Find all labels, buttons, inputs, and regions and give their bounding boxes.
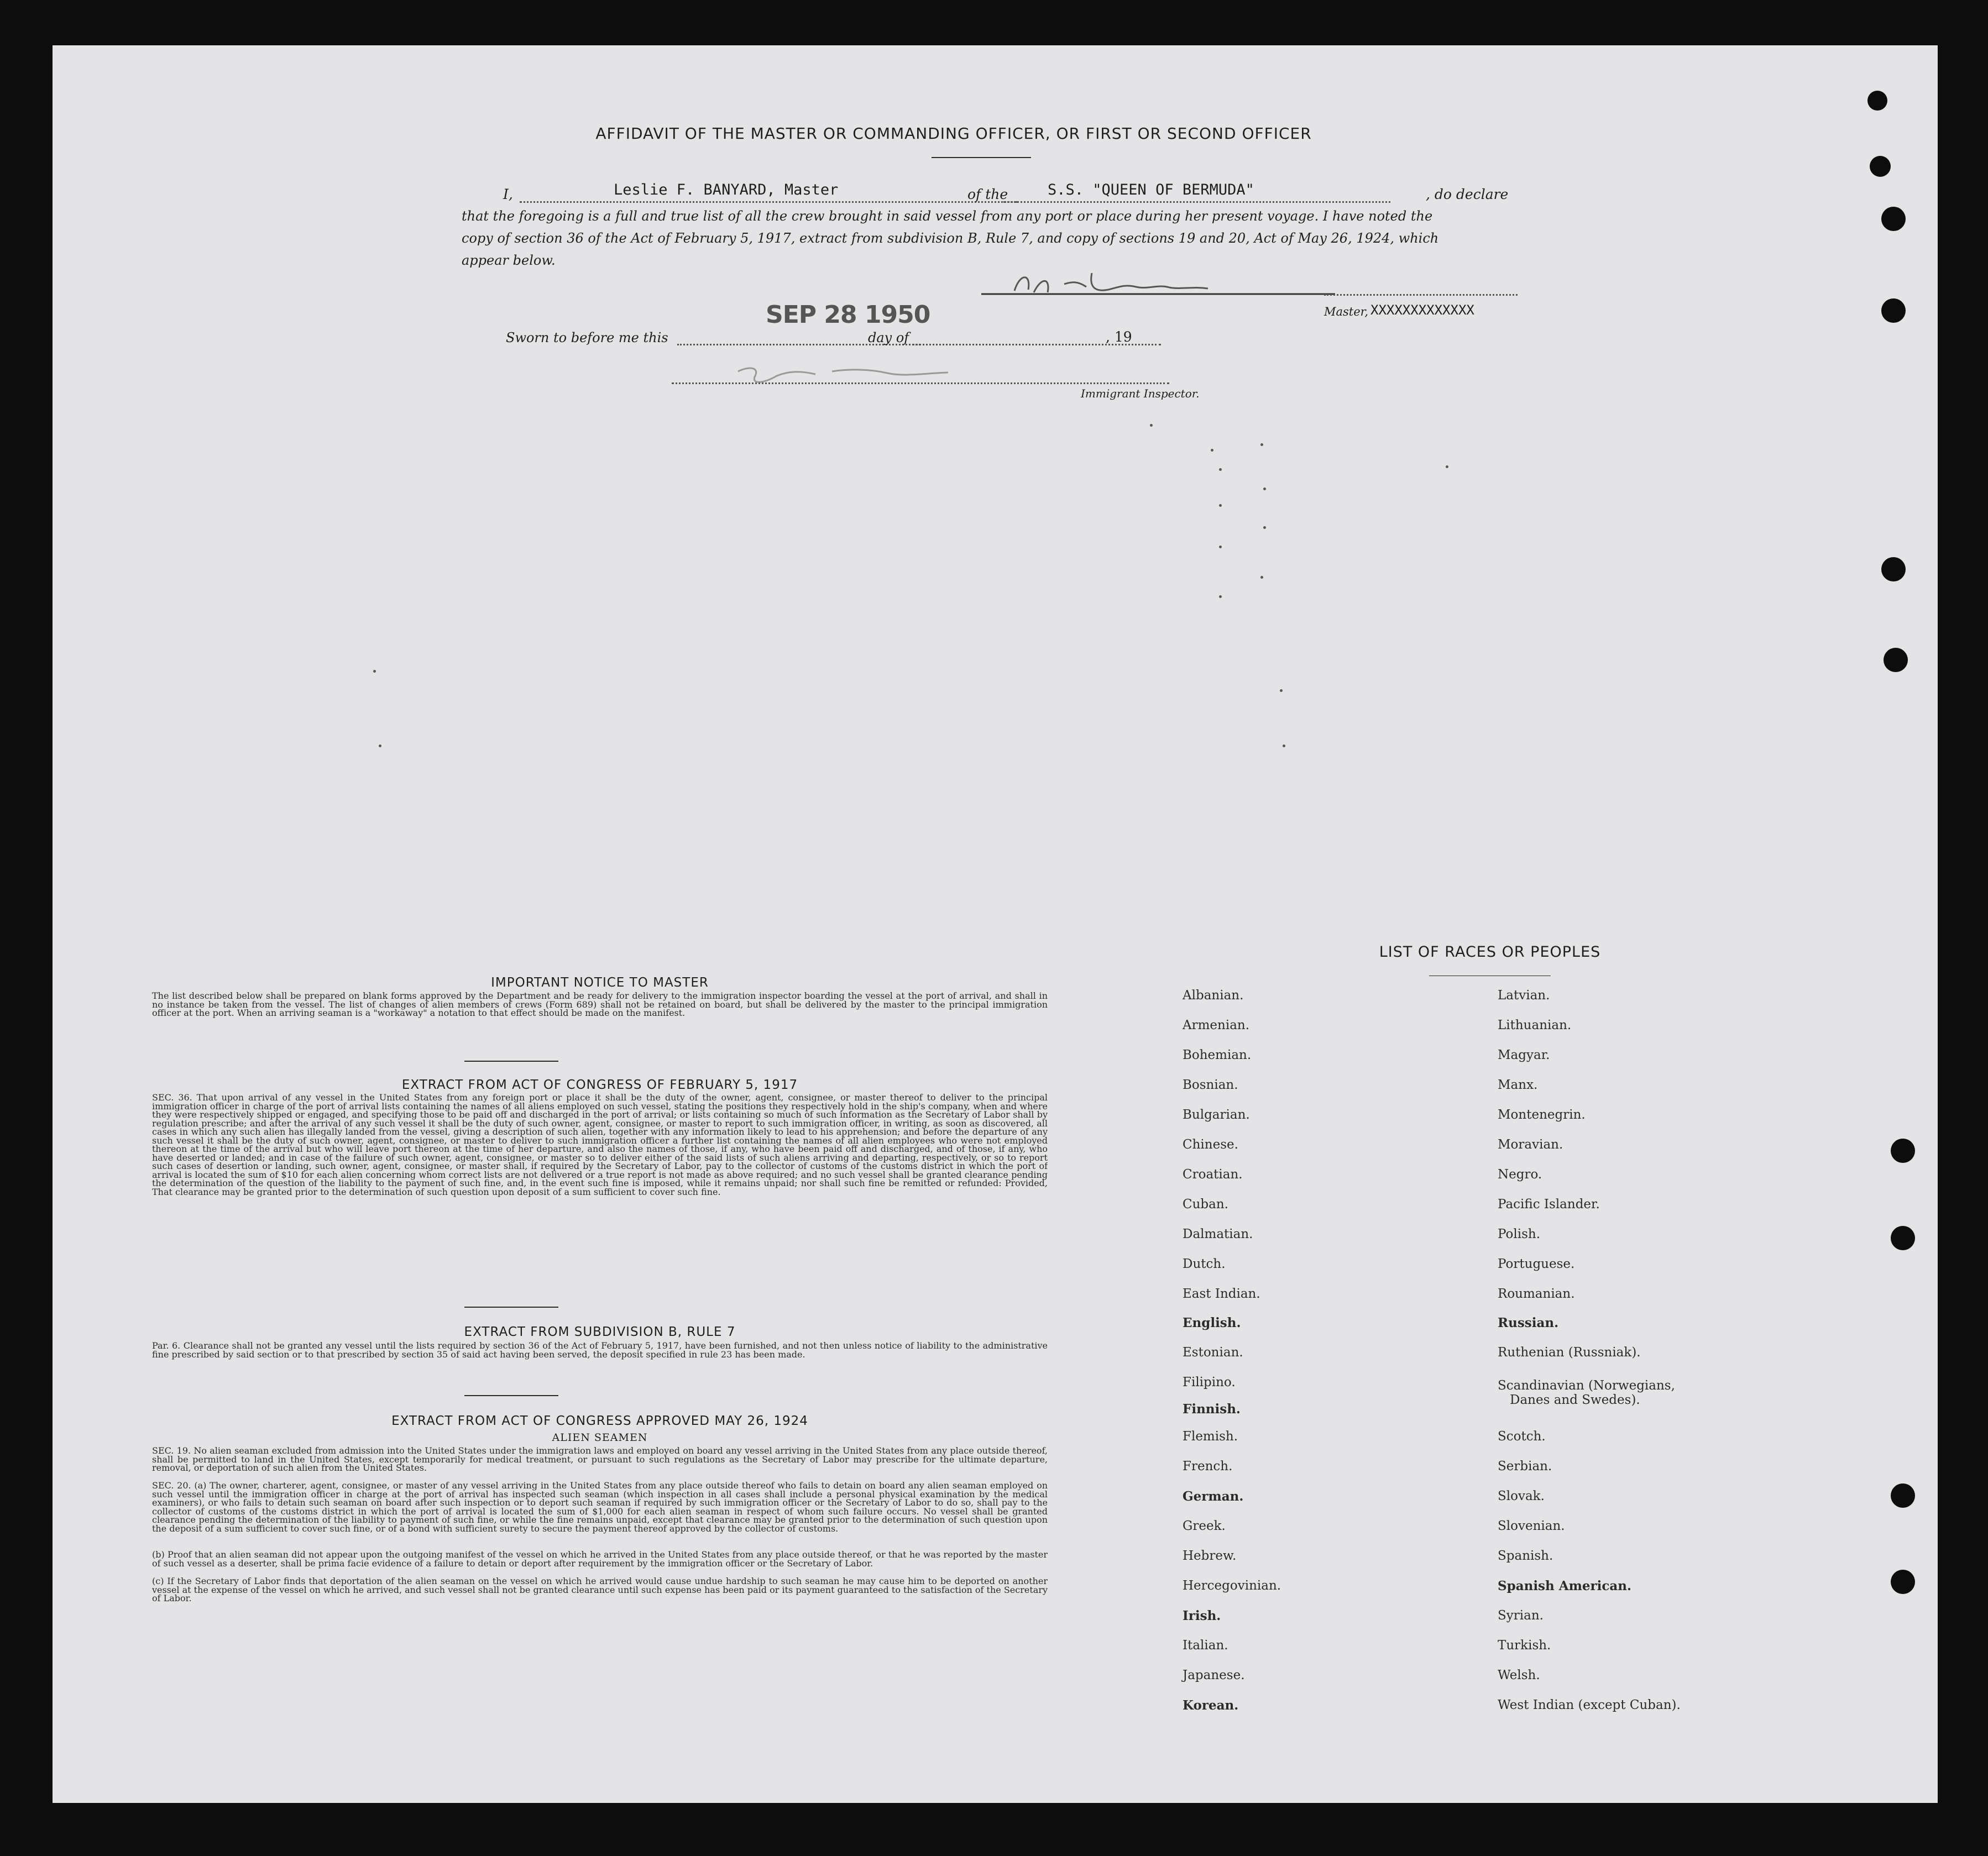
race-left: Italian. [1183, 1638, 1228, 1653]
race-right: Negro. [1498, 1167, 1542, 1182]
binder-hole [1867, 91, 1887, 111]
binder-hole [1881, 298, 1906, 323]
races-heading: LIST OF RACES OR PEOPLES [1379, 943, 1601, 961]
race-right: Portuguese. [1498, 1257, 1575, 1271]
speck [1263, 487, 1266, 490]
race-left: Hebrew. [1183, 1549, 1237, 1563]
notice-body: The list described below shall be prepared on blank forms approved by the Department and be ready for delivery to the immigration inspector boarding the vessel at the port of arrival, and shall in no instance be taken from the vessel. The list of changes of alien members of crews (Form 689) shall not be retained on board, but shall be delivered by the master to the principal immigration officer at the port. When an arriving seaman is a "workaway" a notation to that effect should be made on the manifest. [152, 992, 1048, 1018]
race-left: Finnish. [1183, 1402, 1241, 1417]
race-right: Slovak. [1498, 1489, 1545, 1503]
speck [1446, 465, 1448, 468]
binder-hole [1891, 1483, 1915, 1508]
rule7-heading: EXTRACT FROM SUBDIVISION B, RULE 7 [464, 1325, 736, 1339]
race-right: Manx. [1498, 1078, 1538, 1092]
race-left: Dutch. [1183, 1257, 1226, 1271]
signature-line [1324, 284, 1518, 296]
divider [464, 1307, 558, 1308]
binder-hole [1891, 1570, 1915, 1594]
affidavit-line-4: appear below. [462, 253, 556, 268]
binder-hole [1884, 648, 1908, 672]
race-left: Hercegovinian. [1183, 1579, 1281, 1593]
speck [1150, 424, 1153, 427]
speck [373, 670, 376, 673]
binder-hole [1891, 1226, 1915, 1250]
binder-hole [1881, 207, 1906, 231]
affidavit-line-3: copy of section 36 of the Act of February 5, 1917, extract from subdivision B, Rule 7, and copy of sections 19 and 20, Act of May 26, 1924, which [462, 230, 1439, 246]
race-left: East Indian. [1183, 1287, 1260, 1301]
sec20a-body: SEC. 20. (a) The owner, charterer, agent, consignee, or master of any vessel arriving in the United States from any place outside thereof who fails to detain on board any alien seaman employed on such vessel until the immigration officer in charge at the port of arrival has inspected such seaman (which inspection in all cases shall include a personal physical examination by the medical examiners), or who fails to detain such seaman on board after such inspection or to deport such seaman if required by such immigration officer or the Secretary of Labor to do so, shall pay to the collector of customs of the customs district in which the port of arrival is located the sum of $1,000 for each alien seaman in respect of whom such failure occurs. No vessel shall be granted clearance pending the determination of the liability to payment of such fine, or while the fine remains unpaid, except that clearance may be granted prior to the determination of such question upon the deposit of a sum sufficient to cover such fine, or of a bond with sufficient surety to secure the payment thereof approved by the collector of customs. [152, 1481, 1048, 1534]
date-stamp: SEP 28 1950 [766, 301, 930, 329]
race-right: Russian. [1498, 1315, 1559, 1330]
speck [1260, 576, 1263, 579]
speck [1283, 745, 1285, 747]
binder-hole [1891, 1139, 1915, 1163]
vessel-name-field: S.S. "QUEEN OF BERMUDA" [1048, 181, 1254, 198]
notice-heading: IMPORTANT NOTICE TO MASTER [491, 976, 709, 990]
master-label: Master, [1324, 305, 1369, 318]
race-left: Armenian. [1183, 1018, 1250, 1032]
extract-1917-body: SEC. 36. That upon arrival of any vessel in the United States from any foreign port or place it shall be the duty of the owner, agent, consignee, or master thereof to deliver to the principal immigration officer in charge of the port of arrival lists containing the names of all aliens employed on such vessel, stating the positions they respectively hold in the ship's company, when and where they were respectively shipped or engaged, and specifying those to be paid off and discharged in the port of arrival; or lists containing so much of such information as the Secretary of Labor shall by regulation prescribe; and after the arrival of any such vessel it shall be the duty of such owner, agent, consignee, or master to report to such immigration officer, in writing, as soon as discovered, all cases in which any such alien has illegally landed from the vessel, giving a description of such alien, together with any information likely to lead to his apprehension; and before the departure of any such vessel it shall be the duty of such owner, agent, consignee, or master to deliver to such immigration officer a further list containing the names of all alien employees who were not employed thereon at the time of the arrival but who will leave port thereon at the time of her departure, and also the names of those, if any, who have been paid off and discharged, and of those, if any, who have deserted or landed; and in case of the failure of such owner, agent, consignee, or master so to deliver either of the said lists of such aliens arriving and departing, respectively, or so to report such cases of desertion or landing, such owner, agent, consignee, or master shall, if required by the Secretary of Labor, pay to the collector of customs of the customs district in which the port of arrival is located the sum of $10 for each alien concerning whom correct lists are not delivered or a true report is not made as above required; and no such vessel shall be granted clearance pending the determination of the question of the liability to the payment of such fine, and, in the event such fine is imposed, while it remains unpaid; nor shall such fine be remitted or refunded: Provided, That clearance may be granted prior to the determination of such question upon deposit of a sum sufficient to cover such fine. [152, 1093, 1048, 1197]
master-strike-text: XXXXXXXXXXXXX [1370, 302, 1474, 318]
binder-hole [1881, 557, 1906, 581]
race-left: Bosnian. [1183, 1078, 1238, 1092]
race-right: Ruthenian (Russniak). [1498, 1345, 1641, 1360]
race-left: Korean. [1183, 1698, 1239, 1713]
race-right: Serbian. [1498, 1459, 1552, 1474]
sec19-body: SEC. 19. No alien seaman excluded from admission into the United States under the immigration laws and employed on board any vessel arriving in the United States from any place outside thereof, shall be permitted to land in the United States, except temporarily for medical treatment, or pursuant to such regulations as the Secretary of Labor may prescribe for the ultimate departure, removal, or deportation of such alien from the United States. [152, 1446, 1048, 1473]
speck [379, 745, 381, 747]
of-the-label: of the [967, 186, 1008, 202]
race-left: Irish. [1183, 1608, 1221, 1623]
inspector-line [672, 373, 1169, 384]
race-left: Japanese. [1183, 1668, 1245, 1682]
race-right: Lithuanian. [1498, 1018, 1572, 1032]
speck [1219, 468, 1222, 471]
alien-seamen-subheading: ALIEN SEAMEN [552, 1432, 648, 1444]
race-right: Roumanian. [1498, 1287, 1575, 1301]
race-right: Magyar. [1498, 1048, 1550, 1062]
race-right: Scandinavian (Norwegians, [1498, 1378, 1675, 1393]
race-left: German. [1183, 1489, 1244, 1504]
speck [1260, 443, 1263, 446]
sworn-label: Sworn to before me this [506, 330, 668, 345]
speck [1280, 689, 1283, 692]
race-right: Latvian. [1498, 988, 1550, 1003]
master-name-field: Leslie F. BANYARD, Master [614, 181, 839, 198]
race-left: Albanian. [1183, 988, 1244, 1003]
master-signature [981, 262, 1335, 301]
day-of-label: day of [868, 330, 909, 345]
divider [464, 1395, 558, 1396]
speck [1263, 526, 1266, 529]
race-right: Syrian. [1498, 1608, 1544, 1623]
race-right: West Indian (except Cuban). [1498, 1698, 1681, 1712]
race-right: Spanish. [1498, 1549, 1553, 1563]
divider [464, 1061, 558, 1062]
speck [1211, 449, 1213, 452]
race-left: Cuban. [1183, 1197, 1228, 1212]
race-right: Turkish. [1498, 1638, 1551, 1653]
race-right: Pacific Islander. [1498, 1197, 1600, 1212]
speck [1219, 504, 1222, 507]
extract-1924-heading: EXTRACT FROM ACT OF CONGRESS APPROVED MAY 26, 1924 [391, 1414, 808, 1428]
race-right: Moravian. [1498, 1137, 1563, 1152]
race-left: Bulgarian. [1183, 1108, 1250, 1122]
race-right: Danes and Swedes). [1510, 1393, 1640, 1407]
race-left: Filipino. [1183, 1375, 1236, 1390]
race-left: Greek. [1183, 1519, 1226, 1533]
affidavit-line-2: that the foregoing is a full and true list of all the crew brought in said vessel from any port or place during her present voyage. I have noted the [462, 208, 1433, 224]
inspector-label: Immigrant Inspector. [1081, 387, 1200, 400]
race-left: Dalmatian. [1183, 1227, 1253, 1241]
race-right: Montenegrin. [1498, 1108, 1586, 1122]
binder-hole [1870, 156, 1891, 177]
race-right: Polish. [1498, 1227, 1541, 1241]
rule7-body: Par. 6. Clearance shall not be granted any vessel until the lists required by section 36 of the Act of February 5, 1917, have been furnished, and not then unless notice of liability to the administrative fine prescribed by said section or to that prescribed by section 35 of said act having been served, the deposit specified in rule 23 has been made. [152, 1341, 1048, 1360]
race-right: Spanish American. [1498, 1579, 1632, 1593]
race-right: Scotch. [1498, 1429, 1546, 1444]
race-left: Chinese. [1183, 1137, 1238, 1152]
race-left: English. [1183, 1315, 1241, 1330]
title-divider [932, 157, 1031, 158]
document-page [53, 45, 1938, 1803]
extract-1917-heading: EXTRACT FROM ACT OF CONGRESS OF FEBRUARY 5, 1917 [401, 1078, 798, 1092]
race-left: Estonian. [1183, 1345, 1243, 1360]
race-left: Bohemian. [1183, 1048, 1252, 1062]
race-right: Welsh. [1498, 1668, 1540, 1682]
race-left: Flemish. [1183, 1429, 1238, 1444]
speck [1219, 595, 1222, 598]
sec20c-body: (c) If the Secretary of Labor finds that deportation of the alien seaman on the vessel on which he arrived would cause undue hardship to such seaman he may cause him to be deported on another vessel at the expense of the vessel on which he arrived, and such vessel shall not be granted clearance until such expense has been paid or its payment guaranteed to the satisfaction of the Secretary of Labor. [152, 1577, 1048, 1603]
race-right: Slovenian. [1498, 1519, 1565, 1533]
speck [1219, 546, 1222, 548]
year-prefix: , 19 [1106, 329, 1132, 345]
sec20b-body: (b) Proof that an alien seaman did not appear upon the outgoing manifest of the vessel on which he arrived in the United States from any place outside thereof, or that he was reported by the master of such vessel as a deserter, shall be prima facie evidence of a failure to detain or deport after requirement by the immigration officer or the Secretary of Labor. [152, 1550, 1048, 1569]
do-declare-label: , do declare [1426, 186, 1509, 202]
affidavit-title: AFFIDAVIT OF THE MASTER OR COMMANDING OFFICER, OR FIRST OR SECOND OFFICER [595, 124, 1312, 143]
i-label: I, [503, 186, 513, 202]
race-left: Croatian. [1183, 1167, 1243, 1182]
race-left: French. [1183, 1459, 1233, 1474]
